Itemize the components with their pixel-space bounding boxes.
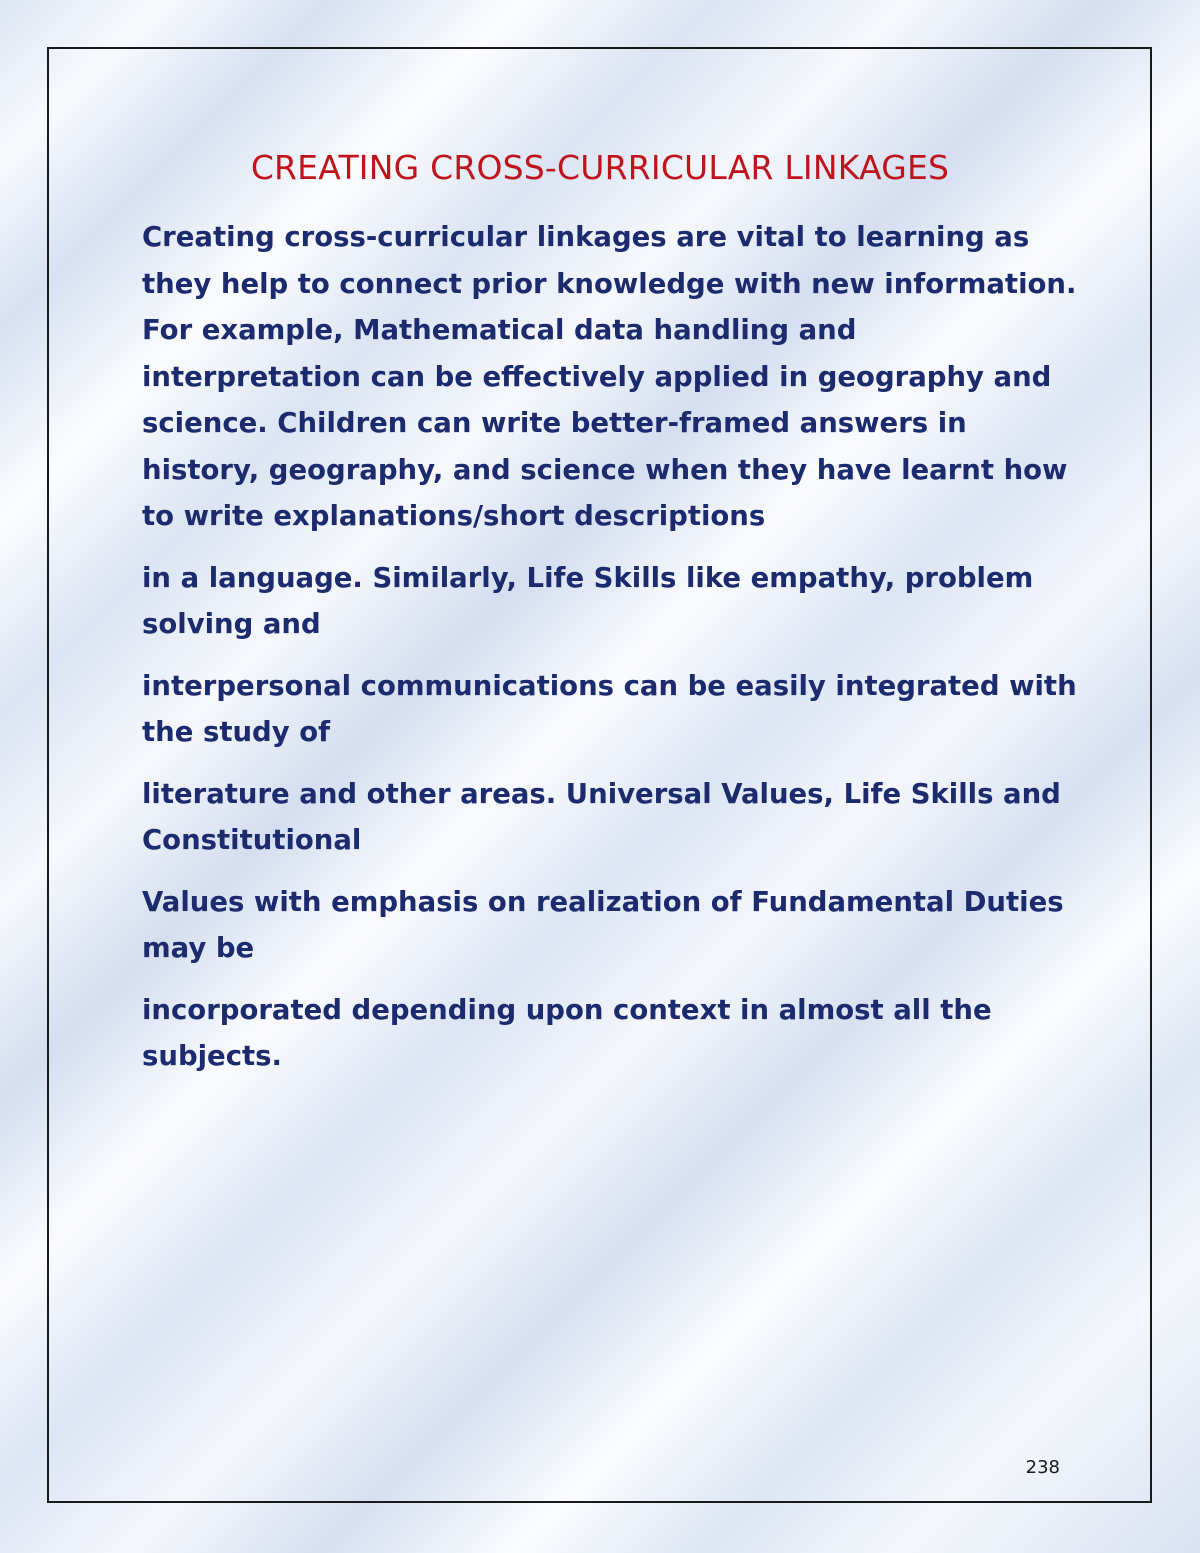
paragraph-3: interpersonal communications can be easily integrated with the study of (142, 669, 1077, 748)
page-number: 238 (1025, 1457, 1060, 1478)
paragraph-4: literature and other areas. Universal Values, Life Skills and Constitutional (142, 777, 1061, 856)
paragraph-1: Creating cross-curricular linkages are vital to learning as they help to connect prior knowledge with new information. For example, Mathematical data handling and interpretation can be effectively applied in geography and science. Children can write better-framed answers in history, geography, and science when they have learnt how to write explanations/short descriptions (142, 221, 1077, 532)
paragraph-2: in a language. Similarly, Life Skills like empathy, problem solving and (142, 561, 1034, 640)
paragraph-6: incorporated depending upon context in almost all the subjects. (142, 993, 992, 1072)
page-title: CREATING CROSS-CURRICULAR LINKAGES (250, 148, 950, 187)
body-content (142, 214, 1082, 1095)
paragraph-5: Values with emphasis on realization of Fundamental Duties may be (142, 885, 1064, 964)
